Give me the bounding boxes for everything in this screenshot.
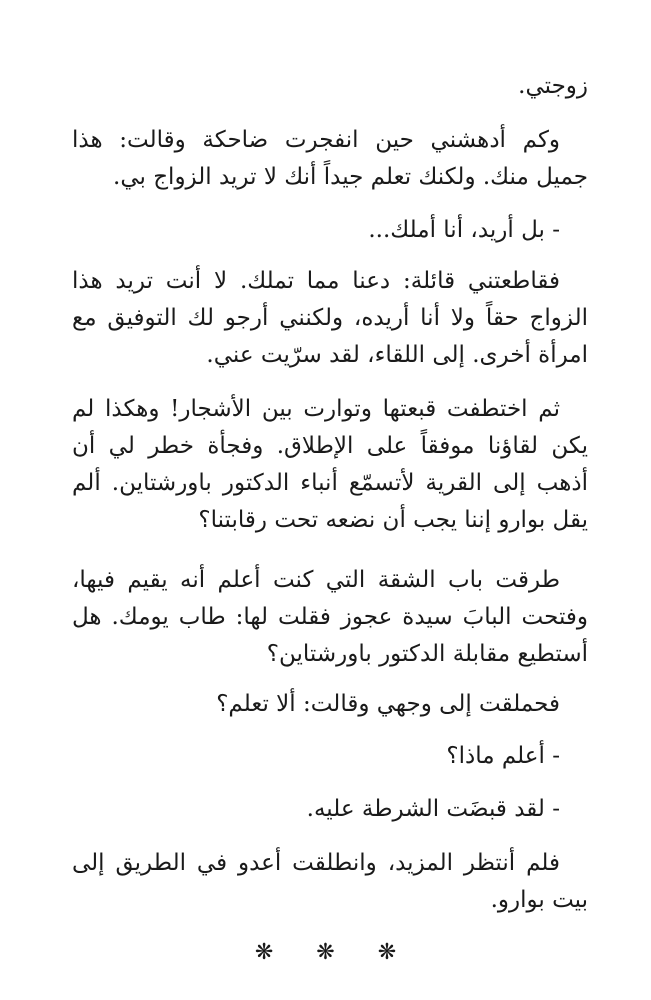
paragraph-ran-to-poirot: فلم أنتظر المزيد، وانطلقت أعدو في الطريق إلى بيت بوارو.	[72, 850, 588, 913]
paragraph-interruption: فقاطعتني قائلة: دعنا مما تملك. لا أنت تريد هذا الزواج حقاً ولا أنا أريده، ولكنني أرجو لك التوفيق مع امرأة أخرى. إلى اللقاء، لقد سرّيت عني.	[72, 268, 588, 368]
paragraph-knocked-door: طرقت باب الشقة التي كنت أعلم أنه يقيم فيها، وفتحت البابَ سيدة عجوز فقلت لها: طاب يومك. هل أستطيع مقابلة الدكتور باورشتاين؟	[72, 567, 588, 667]
paragraph-disappeared: ثم اختطفت قبعتها وتوارت بين الأشجار! وهكذا لم يكن لقاؤنا موفقاً على الإطلاق. وفجأة خطر لي أن أذهب إلى القرية لأتسمّع أنباء الدكتور باورشتاين. ألم يقل بوارو إننا يجب أن نضعه تحت رقابتنا؟	[72, 396, 588, 533]
paragraph-laughing-reply: وكم أدهشني حين انفجرت ضاحكة وقالت: هذا جميل منك. ولكنك تعلم جيداً أنك لا تريد الزواج بي.	[72, 127, 588, 190]
dialogue-line-i-want: - بل أريد، أنا أملك...	[368, 217, 560, 243]
dialogue-line-know-what: - أعلم ماذا؟	[446, 743, 560, 769]
section-separator-asterisms: ❋ ❋ ❋	[254, 940, 415, 965]
paragraph-continuation: زوجتي.	[518, 73, 588, 99]
paragraph-stared: فحملقت إلى وجهي وقالت: ألا تعلم؟	[216, 691, 560, 717]
dialogue-line-arrested: - لقد قبضَت الشرطة عليه.	[306, 796, 560, 822]
